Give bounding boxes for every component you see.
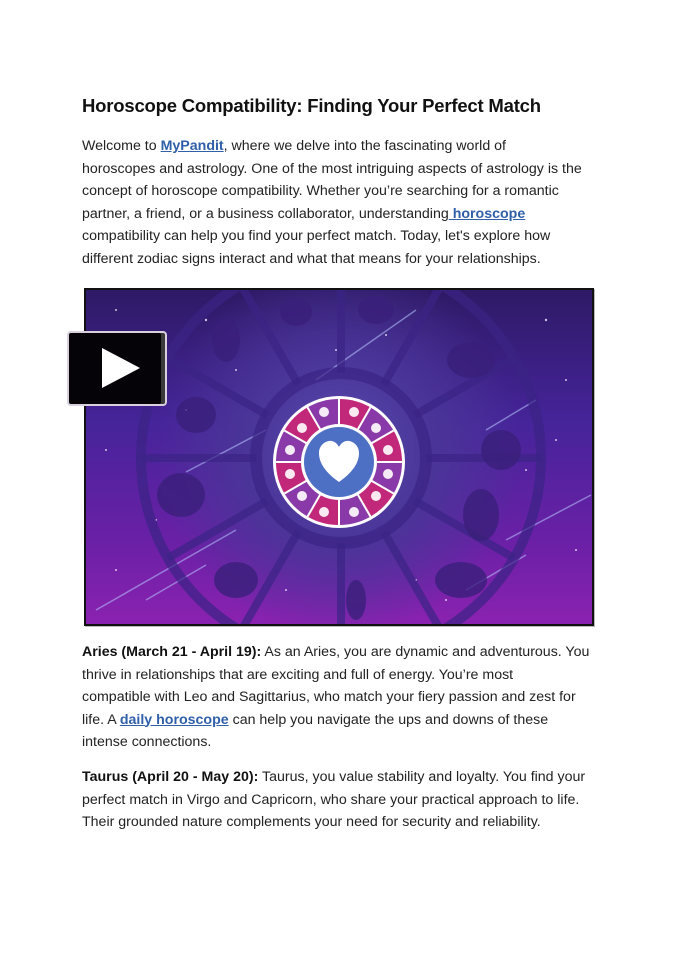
taurus-line-2: perfect match in Virgo and Capricorn, who share your practical approach to life. — [82, 791, 580, 808]
aries-text: can help you navigate the ups and downs of these — [228, 711, 549, 728]
daily-horoscope-link[interactable]: daily horoscope — [119, 711, 229, 728]
taurus-text: Taurus, you value stability and loyalty. You find your — [258, 769, 586, 785]
intro-line-3: concept of horoscope compatibility. Whether you’re searching for a romantic — [82, 183, 559, 199]
intro-paragraph — [82, 135, 607, 270]
taurus-paragraph — [82, 766, 607, 834]
taurus-line-1 — [82, 766, 607, 789]
intro-line-6: different zodiac signs interact and what that means for your relationships. — [82, 250, 541, 267]
horoscope-link[interactable]: horoscope — [448, 205, 526, 222]
intro-line-5: compatibility can help you find your perfect match. Today, let's explore how — [82, 228, 551, 244]
intro-line-4 — [82, 203, 607, 226]
mypandit-link[interactable]: MyPandit — [160, 138, 224, 154]
aries-heading: Aries (March 21 - April 19): — [82, 644, 262, 660]
aries-line-1 — [82, 641, 607, 664]
taurus-line-3: Their grounded nature complements your need for security and reliability. — [82, 814, 541, 830]
intro-text: partner, a friend, or a business collaborator, understanding — [82, 205, 449, 222]
aries-line-4 — [82, 709, 607, 732]
intro-line-2: horoscopes and astrology. One of the most intriguing aspects of astrology is the — [82, 160, 582, 177]
play-button[interactable] — [67, 331, 167, 406]
aries-text: As an Aries, you are dynamic and adventurous. You — [261, 644, 590, 660]
central-zodiac-wheel — [273, 396, 405, 528]
intro-text: , where we delve into the fascinating world of — [223, 138, 506, 154]
aries-text: life. A — [82, 711, 120, 728]
aries-paragraph — [82, 641, 607, 754]
taurus-heading: Taurus (April 20 - May 20): — [82, 769, 259, 785]
intro-text: Welcome to — [82, 138, 161, 154]
play-icon — [102, 348, 140, 388]
aries-line-2: thrive in relationships that are exciting and full of energy. You’re most — [82, 666, 514, 683]
intro-line-1 — [82, 135, 607, 158]
aries-line-5: intense connections. — [82, 734, 212, 750]
aries-line-3: compatible with Leo and Sagittarius, who match your fiery passion and zest for — [82, 689, 576, 705]
page-title: Horoscope Compatibility: Finding Your Perfect Match — [82, 95, 541, 116]
